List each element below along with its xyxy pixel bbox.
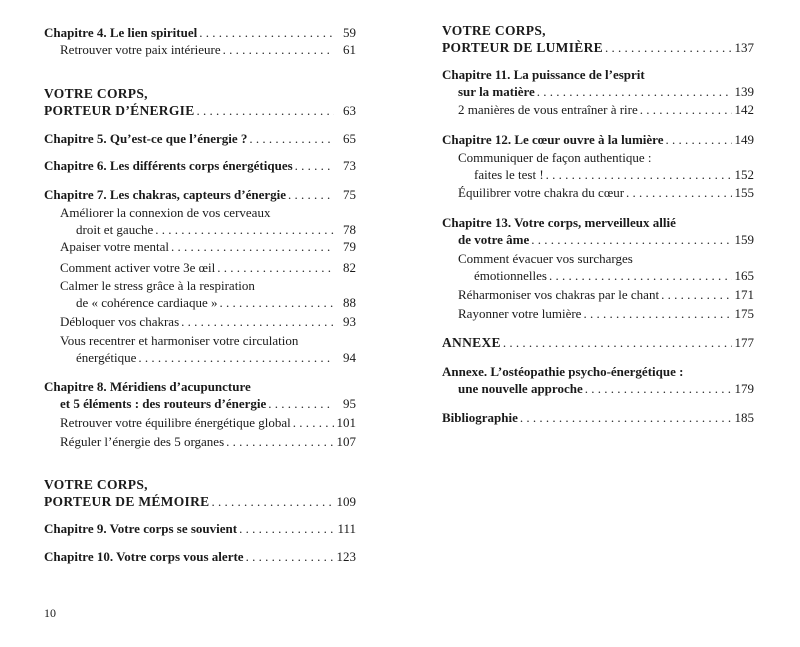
leader-dots xyxy=(169,238,334,255)
leader-dots xyxy=(224,433,334,450)
toc-entry-sec xyxy=(44,476,356,510)
leader-dots xyxy=(529,231,732,248)
toc-entry-chap xyxy=(44,186,356,203)
toc-entry-chap2 xyxy=(442,363,754,397)
toc-row xyxy=(44,186,356,203)
toc-title-line1: Améliorer la connexion de vos cerveaux xyxy=(60,205,271,220)
toc-page: 101 xyxy=(336,415,356,430)
toc-row xyxy=(442,409,754,426)
toc-page: 159 xyxy=(734,232,754,247)
leader-dots xyxy=(247,130,334,147)
toc-row xyxy=(44,414,356,431)
toc-title: une nouvelle approche xyxy=(458,381,583,396)
toc-entry-chap xyxy=(44,520,356,537)
toc-row xyxy=(442,305,754,322)
toc-title: Chapitre 4. Le lien spirituel xyxy=(44,25,198,40)
toc-title: Chapitre 7. Les chakras, capteurs d’énergie xyxy=(44,187,287,202)
toc-page: 79 xyxy=(343,239,356,254)
leader-dots xyxy=(293,157,334,174)
toc-title: PORTEUR D’ÉNERGIE xyxy=(44,103,195,118)
toc-title: de « cohérence cardiaque » xyxy=(76,295,218,310)
toc-page: 63 xyxy=(343,103,356,118)
toc-title-line1: Chapitre 11. La puissance de l’esprit xyxy=(442,67,645,82)
toc-entry-chap2 xyxy=(442,66,754,100)
toc-row xyxy=(44,102,356,119)
toc-entry-sub xyxy=(44,41,356,58)
toc-page: 152 xyxy=(734,167,754,182)
toc-row xyxy=(44,349,356,366)
toc-entry-sub xyxy=(442,305,754,322)
leader-dots xyxy=(659,286,732,303)
toc-title: émotionnelles xyxy=(474,268,547,283)
toc-row xyxy=(44,395,356,412)
toc-title: faites le test ! xyxy=(474,167,544,182)
toc-entry-chap xyxy=(44,157,356,174)
toc-title: PORTEUR DE MÉMOIRE xyxy=(44,494,210,509)
toc-page: 142 xyxy=(734,102,754,117)
toc-entry-sub2 xyxy=(442,250,754,284)
toc-title: Chapitre 5. Qu’est-ce que l’énergie ? xyxy=(44,131,248,146)
toc-title-line1: Comment évacuer vos surcharges xyxy=(458,251,633,266)
toc-entry-secb xyxy=(442,334,754,351)
toc-entry-sub2 xyxy=(442,149,754,183)
toc-page: 75 xyxy=(343,187,356,202)
leader-dots xyxy=(221,41,334,58)
toc-row xyxy=(442,184,754,201)
toc-page: 107 xyxy=(336,434,356,449)
toc-title: Chapitre 6. Les différents corps énergétiques xyxy=(44,158,293,173)
toc-title-line1: VOTRE CORPS, xyxy=(442,23,546,38)
toc-entry-chap xyxy=(44,24,356,41)
toc-page: 155 xyxy=(734,185,754,200)
toc-title: PORTEUR DE LUMIÈRE xyxy=(442,40,603,55)
toc-page: 179 xyxy=(734,381,754,396)
toc-title: droit et gauche xyxy=(76,222,154,237)
toc-page: 123 xyxy=(336,549,356,564)
toc-title: Réharmoniser vos chakras par le chant xyxy=(458,287,660,302)
toc-page: 185 xyxy=(734,410,754,425)
toc-title: ANNEXE xyxy=(442,335,501,350)
leader-dots xyxy=(179,313,334,330)
toc-page: 95 xyxy=(343,396,356,411)
toc-title: et 5 éléments : des routeurs d’énergie xyxy=(60,396,267,411)
leader-dots xyxy=(547,267,732,284)
toc-row xyxy=(44,313,356,330)
toc-title: Retrouver votre équilibre énergétique global xyxy=(60,415,291,430)
toc-page: 165 xyxy=(734,268,754,283)
toc-row xyxy=(44,41,356,58)
page-number: 10 xyxy=(44,606,56,620)
toc-title-line1: Chapitre 8. Méridiens d’acupuncture xyxy=(44,379,251,394)
toc-row xyxy=(44,493,356,510)
toc-entry-sec xyxy=(442,22,754,56)
toc-title-line1: Calmer le stress grâce à la respiration xyxy=(60,278,255,293)
toc-title: Chapitre 12. Le cœur ouvre à la lumière xyxy=(442,132,664,147)
leader-dots xyxy=(286,186,334,203)
toc-title: Chapitre 10. Votre corps vous alerte xyxy=(44,549,244,564)
toc-entry-sub2 xyxy=(44,204,356,238)
leader-dots xyxy=(237,520,334,537)
leader-dots xyxy=(266,395,334,412)
toc-row xyxy=(44,221,356,238)
toc-row xyxy=(442,267,754,284)
toc-entry-chap xyxy=(44,548,356,565)
toc-title: Chapitre 9. Votre corps se souvient xyxy=(44,521,238,536)
toc-row xyxy=(44,130,356,147)
toc-row xyxy=(44,157,356,174)
toc-row xyxy=(442,231,754,248)
toc-page: 109 xyxy=(336,494,356,509)
toc-row xyxy=(442,286,754,303)
leader-dots xyxy=(209,493,334,510)
toc-entry-sub xyxy=(44,313,356,330)
toc-row xyxy=(44,548,356,565)
toc-row xyxy=(44,294,356,311)
toc-title: Débloquer vos chakras xyxy=(60,314,180,329)
toc-entry-sub xyxy=(442,101,754,118)
toc-title: Retrouver votre paix intérieure xyxy=(60,42,221,57)
leader-dots xyxy=(217,294,334,311)
toc-title: Comment activer votre 3e œil xyxy=(60,260,216,275)
toc-page: 177 xyxy=(734,335,754,350)
toc-page: 73 xyxy=(343,158,356,173)
leader-dots xyxy=(197,24,334,41)
toc-page: 65 xyxy=(343,131,356,146)
toc-page: 149 xyxy=(734,132,754,147)
leader-dots xyxy=(195,102,334,119)
toc-row xyxy=(44,238,356,255)
leader-dots xyxy=(291,414,334,431)
leader-dots xyxy=(136,349,334,366)
toc-title-line1: VOTRE CORPS, xyxy=(44,477,148,492)
toc-page: 137 xyxy=(734,40,754,55)
toc-entry-sub xyxy=(442,184,754,201)
leader-dots xyxy=(518,409,732,426)
toc-title-line1: Annexe. L’ostéopathie psycho-énergétique : xyxy=(442,364,684,379)
toc-entry-chap xyxy=(442,131,754,148)
toc-entry-chap2 xyxy=(442,214,754,248)
toc-page: 94 xyxy=(343,350,356,365)
toc-row xyxy=(442,334,754,351)
toc-page: 139 xyxy=(734,84,754,99)
leader-dots xyxy=(581,305,732,322)
toc-row xyxy=(44,259,356,276)
toc-row xyxy=(442,101,754,118)
toc-title: Équilibrer votre chakra du cœur xyxy=(458,185,625,200)
toc-row xyxy=(442,131,754,148)
toc-title-line1: Chapitre 13. Votre corps, merveilleux allié xyxy=(442,215,676,230)
toc-page: 88 xyxy=(343,295,356,310)
toc-entry-sub xyxy=(44,433,356,450)
toc-entry-sub2 xyxy=(44,332,356,366)
leader-dots xyxy=(153,221,334,238)
leader-dots xyxy=(663,131,732,148)
toc-entry-sec xyxy=(44,85,356,119)
toc-entry-chap xyxy=(442,409,754,426)
toc-entry-sub xyxy=(44,259,356,276)
toc-title: Apaiser votre mental xyxy=(60,239,170,254)
toc-title-line1: Vous recentrer et harmoniser votre circulation xyxy=(60,333,299,348)
toc-page: 93 xyxy=(343,314,356,329)
toc-row xyxy=(442,83,754,100)
toc-row xyxy=(44,433,356,450)
leader-dots xyxy=(535,83,732,100)
toc-title: Rayonner votre lumière xyxy=(458,306,582,321)
leader-dots xyxy=(544,166,732,183)
toc-entry-sub xyxy=(44,238,356,255)
toc-title: de votre âme xyxy=(458,232,530,247)
leader-dots xyxy=(583,380,732,397)
toc-page: 59 xyxy=(343,25,356,40)
toc-row xyxy=(442,166,754,183)
toc-title: Réguler l’énergie des 5 organes xyxy=(60,434,225,449)
toc-title: énergétique xyxy=(76,350,137,365)
toc-row xyxy=(442,39,754,56)
toc-page: 111 xyxy=(337,521,356,536)
toc-title: sur la matière xyxy=(458,84,535,99)
leader-dots xyxy=(603,39,732,56)
toc-row xyxy=(44,520,356,537)
toc-entry-sub2 xyxy=(44,277,356,311)
toc-row xyxy=(44,24,356,41)
toc-title-line1: Communiquer de façon authentique : xyxy=(458,150,652,165)
leader-dots xyxy=(624,184,732,201)
leader-dots xyxy=(501,334,732,351)
toc-page: 82 xyxy=(343,260,356,275)
toc-entry-chap xyxy=(44,130,356,147)
toc-page: 61 xyxy=(343,42,356,57)
toc-entry-sub xyxy=(44,414,356,431)
leader-dots xyxy=(244,548,334,565)
leader-dots xyxy=(215,259,334,276)
toc-entry-chap2 xyxy=(44,378,356,412)
toc-row xyxy=(442,380,754,397)
toc-page: 175 xyxy=(734,306,754,321)
toc-title: Bibliographie xyxy=(442,410,518,425)
leader-dots xyxy=(638,101,732,118)
toc-title-line1: VOTRE CORPS, xyxy=(44,86,148,101)
toc-title: 2 manières de vous entraîner à rire xyxy=(458,102,638,117)
toc-entry-sub xyxy=(442,286,754,303)
toc-page: 78 xyxy=(343,222,356,237)
toc-page: 171 xyxy=(734,287,754,302)
